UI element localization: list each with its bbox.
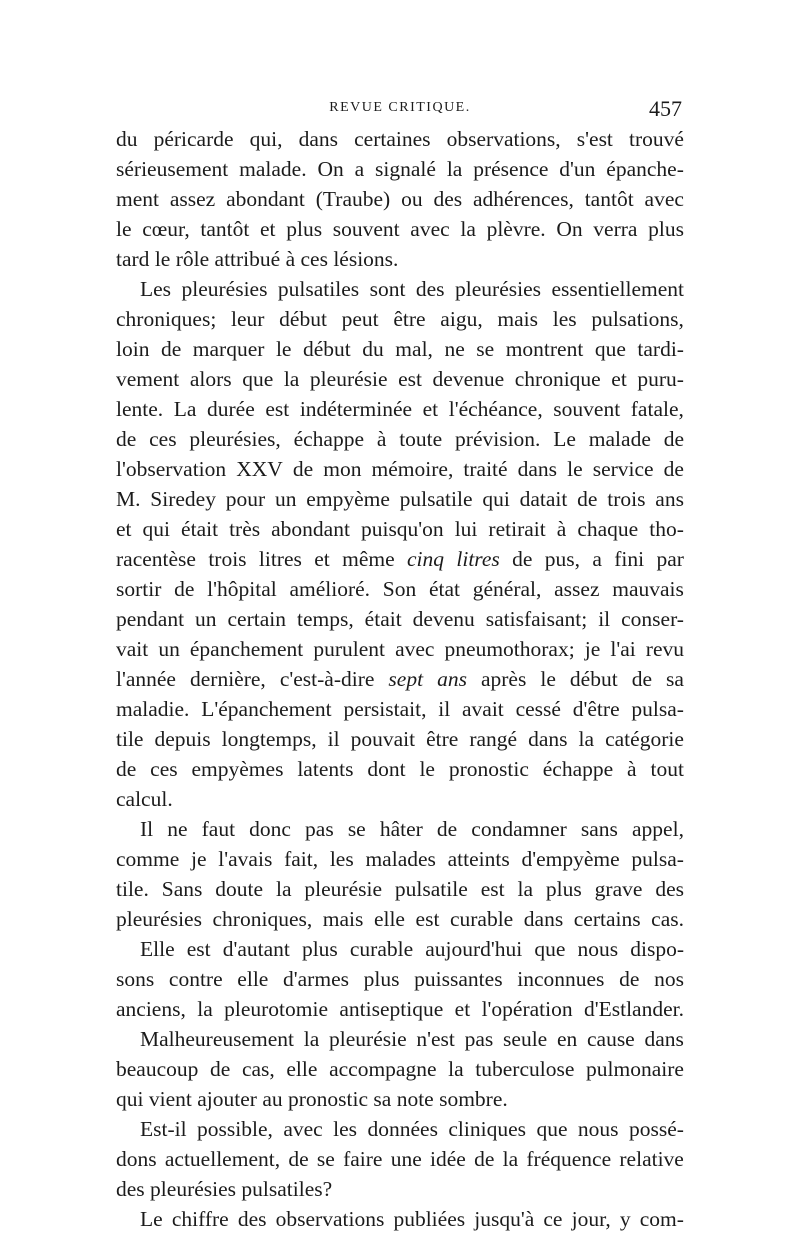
text-line: et qui était très abondant puisqu'on lui retirait à chaque tho- bbox=[116, 517, 684, 541]
text-line: anciens, la pleurotomie antiseptique et l'opération d'Estlander. bbox=[116, 997, 684, 1021]
text-line: dons actuellement, de se faire une idée de la fréquence relative bbox=[116, 1147, 684, 1171]
text-line: Il ne faut donc pas se hâter de condamner sans appel, bbox=[140, 817, 684, 841]
body-text bbox=[116, 124, 684, 1234]
text-line: Le chiffre des observations publiées jusqu'à ce jour, y com- bbox=[140, 1207, 684, 1231]
text-line: vait un épanchement purulent avec pneumothorax; je l'ai revu bbox=[116, 637, 684, 661]
text-line: le cœur, tantôt et plus souvent avec la plèvre. On verra plus bbox=[116, 217, 684, 241]
text-line: pendant un certain temps, était devenu satisfaisant; il conser- bbox=[116, 607, 684, 631]
text-line: ment assez abondant (Traube) ou des adhérences, tantôt avec bbox=[116, 187, 684, 211]
text-line: sons contre elle d'armes plus puissantes inconnues de nos bbox=[116, 967, 684, 991]
text-line: Les pleurésies pulsatiles sont des pleurésies essentiellement bbox=[140, 277, 684, 301]
text-line: de ces empyèmes latents dont le pronostic échappe à tout bbox=[116, 757, 684, 781]
text-line: M. Siredey pour un empyème pulsatile qui datait de trois ans bbox=[116, 487, 684, 511]
text-line: du péricarde qui, dans certaines observations, s'est trouvé bbox=[116, 127, 684, 151]
text-line: pleurésies chroniques, mais elle est curable dans certains cas. bbox=[116, 907, 684, 931]
text-line: tile depuis longtemps, il pouvait être rangé dans la catégorie bbox=[116, 727, 684, 751]
text-line: comme je l'avais fait, les malades atteints d'empyème pulsa- bbox=[116, 847, 684, 871]
text-line: Est-il possible, avec les données cliniques que nous possé- bbox=[140, 1117, 684, 1141]
text-line: vement alors que la pleurésie est devenue chronique et puru- bbox=[116, 367, 684, 391]
text-line: tard le rôle attribué à ces lésions. bbox=[116, 247, 399, 271]
text-line: loin de marquer le début du mal, ne se montrent que tardi- bbox=[116, 337, 684, 361]
text-line: tile. Sans doute la pleurésie pulsatile est la plus grave des bbox=[116, 877, 684, 901]
text-line: racentèse trois litres et même cinq litres de pus, a fini par bbox=[116, 547, 684, 571]
text-line: des pleurésies pulsatiles? bbox=[116, 1177, 333, 1201]
text-line: beaucoup de cas, elle accompagne la tuberculose pulmonaire bbox=[116, 1057, 684, 1081]
page-header bbox=[116, 96, 684, 124]
text-line: sérieusement malade. On a signalé la présence d'un épanche- bbox=[116, 157, 684, 181]
page-number: 457 bbox=[649, 96, 682, 121]
text-line: l'année dernière, c'est-à-dire sept ans après le début de sa bbox=[116, 667, 684, 691]
text-line: calcul. bbox=[116, 787, 173, 811]
text-line: chroniques; leur début peut être aigu, mais les pulsations, bbox=[116, 307, 684, 331]
text-line: Elle est d'autant plus curable aujourd'hui que nous dispo- bbox=[140, 937, 684, 961]
text-line: Malheureusement la pleurésie n'est pas seule en cause dans bbox=[140, 1027, 684, 1051]
text-line: lente. La durée est indéterminée et l'échéance, souvent fatale, bbox=[116, 397, 684, 421]
text-line: maladie. L'épanchement persistait, il avait cessé d'être pulsa- bbox=[116, 697, 684, 721]
text-line: l'observation XXV de mon mémoire, traité dans le service de bbox=[116, 457, 684, 481]
text-line: qui vient ajouter au pronostic sa note sombre. bbox=[116, 1087, 508, 1111]
text-line: sortir de l'hôpital amélioré. Son état général, assez mauvais bbox=[116, 577, 684, 601]
text-line: de ces pleurésies, échappe à toute prévision. Le malade de bbox=[116, 427, 684, 451]
running-title: REVUE CRITIQUE. bbox=[329, 100, 471, 115]
